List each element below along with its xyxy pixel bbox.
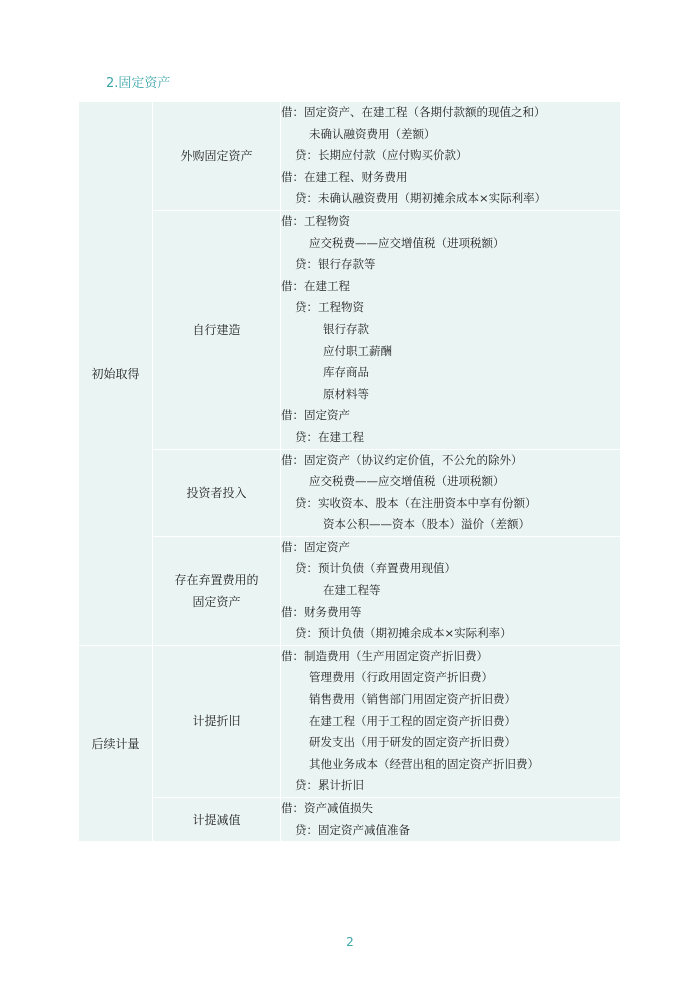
entries-cell [281, 210, 621, 449]
item-name-line: 投资者投入 [186, 485, 247, 500]
item-name-cell [153, 102, 281, 211]
entry-line: 借：资产减值损失 [281, 801, 373, 815]
entry-line: 贷：固定资产减值准备 [295, 822, 410, 837]
entries-cell [281, 102, 621, 211]
entry-line: 借：固定资产、在建工程（各期付款额的现值之和） [281, 105, 546, 119]
entry-line: 借：财务费用等 [281, 604, 362, 619]
entry-line: 管理费用（行政用固定资产折旧费） [309, 670, 493, 685]
entry-line: 借：工程物资 [281, 213, 350, 228]
item-name-line: 自行建造 [192, 322, 241, 337]
section-title: 2.固定资产 [106, 76, 171, 91]
entry-line: 贷：银行存款等 [295, 257, 376, 272]
item-name-cell [153, 210, 281, 449]
entry-line: 贷：实收资本、股本（在注册资本中享有份额） [295, 495, 537, 510]
entry-line: 应付职工薪酬 [323, 343, 392, 358]
category-cell: 初始取得 [79, 102, 153, 646]
entries-cell [281, 536, 621, 645]
table-row [79, 449, 621, 536]
entry-line: 借：在建工程、财务费用 [281, 169, 408, 184]
entry-line: 应交税费——应交增值税（进项税额） [309, 474, 505, 489]
category-cell: 后续计量 [79, 645, 153, 841]
entry-line: 借：制造费用（生产用固定资产折旧费） [281, 648, 488, 663]
entry-line: 借：固定资产 [281, 539, 350, 554]
entry-line: 贷：预计负债（弃置费用现值） [295, 561, 456, 576]
item-name-cell [153, 536, 281, 645]
entry-line: 贷：累计折旧 [295, 778, 364, 793]
entry-line: 原材料等 [323, 386, 369, 401]
entry-line: 在建工程（用于工程的固定资产折旧费） [309, 713, 516, 728]
entry-line: 贷：预计负债（期初摊余成本×实际利率） [295, 626, 512, 641]
item-name-line: 计提折旧 [192, 714, 241, 729]
entry-line: 未确认融资费用（差额） [309, 126, 436, 141]
entries-cell [281, 449, 621, 536]
entry-line: 贷：未确认融资费用（期初摊余成本×实际利率） [295, 191, 547, 206]
table-row [79, 536, 621, 645]
entry-line: 其他业务成本（经营出租的固定资产折旧费） [309, 756, 539, 771]
table-row [79, 645, 621, 797]
table-row [79, 798, 621, 842]
entries-cell [281, 645, 621, 797]
entry-line: 资本公积——资本（股本）溢价（差额） [323, 517, 530, 532]
journal-entries-table [78, 101, 621, 842]
entry-line: 贷：长期应付款（应付购买价款） [295, 148, 468, 163]
item-name-line: 外购固定资产 [180, 148, 253, 163]
item-name-cell [153, 798, 281, 842]
entry-line: 贷：在建工程 [295, 429, 364, 444]
table-row [79, 102, 621, 211]
table-row [79, 210, 621, 449]
entry-line: 贷：工程物资 [295, 300, 364, 315]
item-name-line: 计提减值 [192, 812, 241, 827]
item-name-cell [153, 645, 281, 797]
item-name-line: 固定资产 [192, 594, 241, 609]
entries-cell [281, 798, 621, 842]
entry-line: 银行存款 [323, 321, 369, 336]
item-name-cell [153, 449, 281, 536]
page-number: 2 [346, 935, 354, 949]
entry-line: 借：固定资产 [281, 408, 350, 423]
entry-line: 借：固定资产（协议约定价值，不公允的除外） [281, 452, 523, 467]
entry-line: 销售费用（销售部门用固定资产折旧费） [309, 692, 516, 707]
entry-line: 在建工程等 [323, 583, 381, 598]
entry-line: 借：在建工程 [281, 278, 350, 293]
entry-line: 应交税费——应交增值税（进项税额） [309, 235, 505, 250]
entry-line: 研发支出（用于研发的固定资产折旧费） [309, 735, 516, 750]
entry-line: 库存商品 [323, 365, 369, 380]
item-name-line: 存在弃置费用的 [174, 572, 259, 587]
